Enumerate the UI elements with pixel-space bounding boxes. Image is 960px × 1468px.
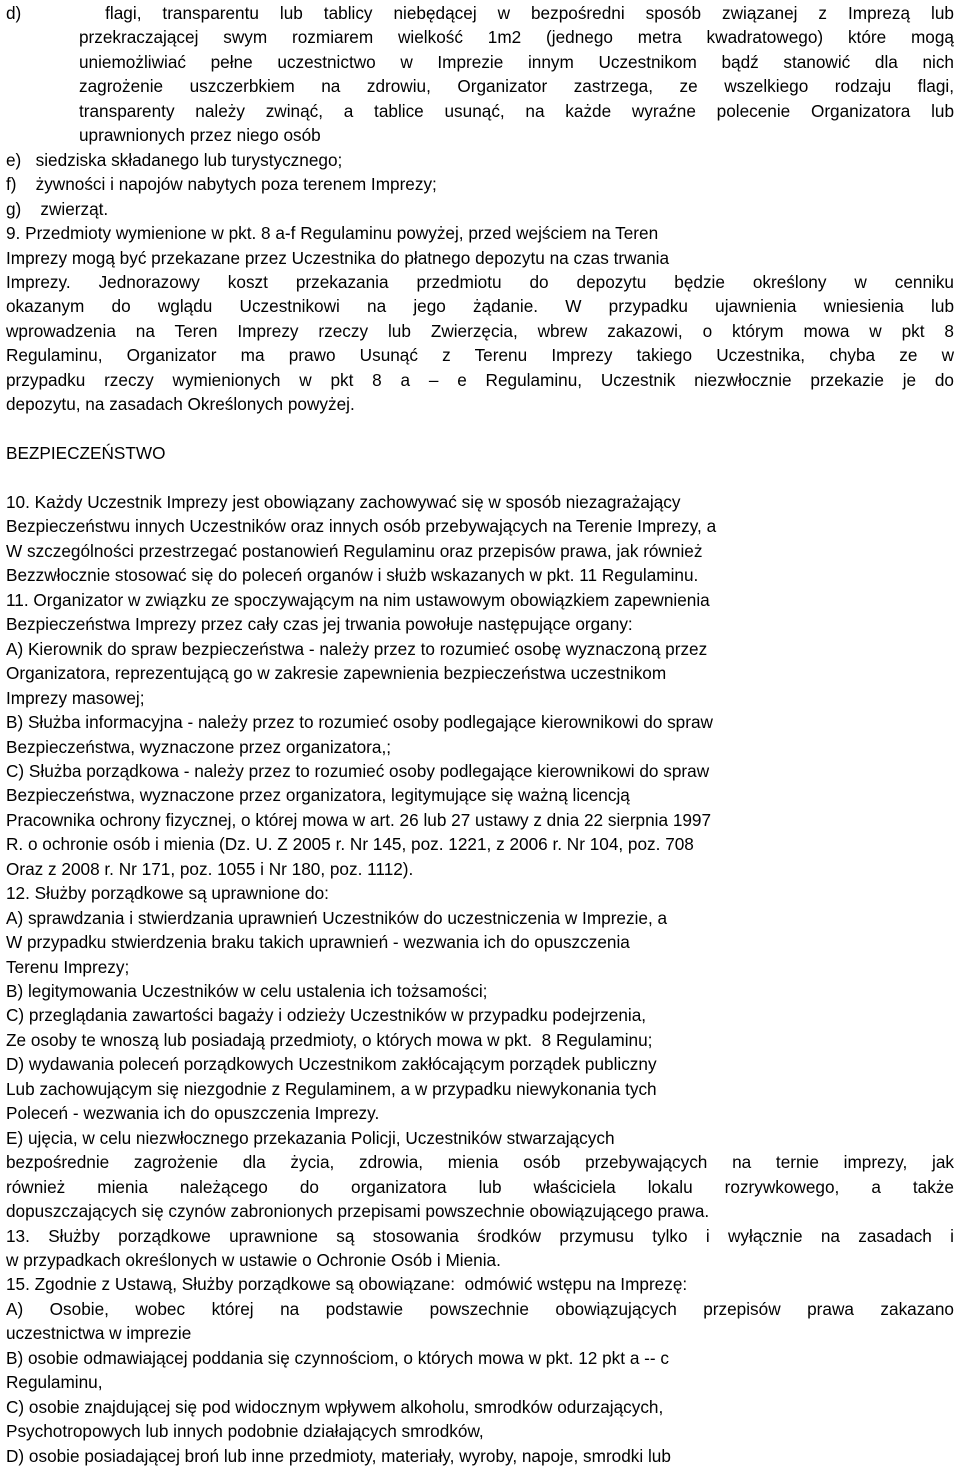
text-line: bezpośrednie zagrożenie dla życia, zdrowia, mienia osób przebywających na ternie imprezy, jak (6, 1152, 954, 1173)
text-line: wprowadzenia na Teren Imprezy rzeczy lub Zwierzęcia, wbrew zakazowi, o którym mowa w pkt 8 (6, 320, 954, 341)
text-line: Pracownika ochrony fizycznej, o której mowa w art. 26 lub 27 ustawy z dnia 22 sierpnia 1997 (6, 809, 712, 830)
text-line: 11. Organizator w związku ze spoczywającym na nim ustawowym obowiązkiem zapewnienia (6, 589, 710, 610)
text-line: uprawnionych przez niego osób (79, 125, 321, 146)
text-line: f) żywności i napojów nabytych poza terenem Imprezy; (6, 174, 437, 195)
text-line: Bezpieczeństwa, wyznaczone przez organizatora,; (6, 736, 392, 757)
text-line (6, 466, 954, 490)
text-line: 10. Każdy Uczestnik Imprezy jest obowiązany zachowywać się w sposób niezagrażający (6, 492, 681, 512)
text-line: Organizatora, reprezentującą go w zakresie zapewnienia bezpieczeństwa uczestnikom (6, 663, 667, 684)
text-line: Oraz z 2008 r. Nr 171, poz. 1055 i Nr 180, poz. 1112). (6, 858, 414, 879)
text-line: Bezpieczeństwu innych Uczestników oraz innych osób przebywających na Terenie Imprezy, a (6, 516, 717, 537)
text-line: Bezpieczeństwa Imprezy przez cały czas jej trwania powołuje następujące organy: (6, 614, 633, 635)
text-line: B) legitymowania Uczestników w celu ustalenia ich tożsamości; (6, 981, 488, 1001)
text-line: transparenty należy zwinąć, a tablice usunąć, na każde wyraźne polecenie Organizatora lub (79, 100, 954, 121)
text-line: e) siedziska składanego lub turystycznego; (6, 149, 343, 170)
text-line (6, 417, 954, 441)
text-line: R. o ochronie osób i mienia (Dz. U. Z 2005 r. Nr 145, poz. 1221, z 2006 r. Nr 104, poz. 708 (6, 834, 694, 855)
text-line: d) flagi, transparentu lub tablicy niebędącej w bezpośredni sposób związanej z Imprezą lub (6, 3, 954, 23)
text-line: w przypadkach określonych w ustawie o Ochronie Osób i Mienia. (6, 1249, 501, 1270)
text-line: C) osobie znajdującej się pod widocznym wpływem alkoholu, smrodków odurzających, (6, 1396, 664, 1417)
text-line: E) ujęcia, w celu niezwłocznego przekazania Policji, Uczestników stwarzających (6, 1127, 615, 1148)
text-line: Terenu Imprezy; (6, 956, 130, 977)
text-line: 12. Służby porządkowe są uprawnione do: (6, 883, 329, 904)
text-line: dopuszczających się czynów zabronionych przepisami powszechnie obowiązującego prawa. (6, 1201, 710, 1222)
text-line: B) Służba informacyjna - należy przez to rozumieć osoby podlegające kierownikowi do spraw (6, 712, 713, 733)
text-line: D) wydawania poleceń porządkowych Uczestnikom zakłócającym porządek publiczny (6, 1054, 657, 1075)
text-line: A) Osobie, wobec której na podstawie powszechnie obowiązujących przepisów prawa zakazano (6, 1298, 954, 1319)
text-line: Bezzwłocznie stosować się do poleceń organów i służb wskazanych w pkt. 11 Regulaminu. (6, 565, 699, 586)
section-heading: BEZPIECZEŃSTWO (6, 443, 166, 464)
text-line: zagrożenie uszczerbkiem na zdrowiu, Organizator zastrzega, ze wszelkiego rodzaju flagi, (79, 76, 954, 97)
text-line: A) sprawdzania i stwierdzania uprawnień Uczestników do uczestniczenia w Imprezie, a (6, 907, 668, 928)
text-line: również mienia należącego do organizatora lub właściciela lokalu rozrywkowego, a także (6, 1176, 954, 1197)
text-line: C) Służba porządkowa - należy przez to rozumieć osoby podlegające kierownikowi do spraw (6, 760, 710, 781)
text-line: przekraczającej swym rozmiarem wielkość 1m2 (jednego metra kwadratowego) które mogą (79, 27, 954, 48)
text-line: Poleceń - wezwania ich do opuszczenia Imprezy. (6, 1103, 380, 1124)
text-line: Lub zachowującym się niezgodnie z Regulaminem, a w przypadku niewykonania tych (6, 1078, 657, 1099)
text-line: C) przeglądania zawartości bagaży i odzieży Uczestników w przypadku podejrzenia, (6, 1005, 647, 1026)
text-line: B) osobie odmawiającej poddania się czynnościom, o których mowa w pkt. 12 pkt a -- c (6, 1347, 669, 1368)
text-line: Bezpieczeństwa, wyznaczone przez organizatora, legitymujące się ważną licencją (6, 785, 630, 806)
text-line: depozytu, na zasadach Określonych powyżej. (6, 394, 355, 415)
text-line: Imprezy. Jednorazowy koszt przekazania przedmiotu do depozytu będzie określony w cenniku (6, 271, 954, 292)
text-line: 9. Przedmioty wymienione w pkt. 8 a-f Regulaminu powyżej, przed wejściem na Teren (6, 223, 659, 244)
text-line: 15. Zgodnie z Ustawą, Służby porządkowe są obowiązane: odmówić wstępu na Imprezę: (6, 1274, 688, 1295)
text-line: przypadku rzeczy wymienionych w pkt 8 a – e Regulaminu, Uczestnik niezwłocznie przekazie je do (6, 369, 954, 390)
text-line: g) zwierząt. (6, 198, 109, 219)
text-line: D) osobie posiadającej broń lub inne przedmioty, materiały, wyroby, napoje, smrodki lub (6, 1445, 671, 1466)
text-line: Regulaminu, (6, 1372, 103, 1393)
text-line: 13. Służby porządkowe uprawnione są stosowania środków przymusu tylko i wyłącznie na zasadach i (6, 1225, 954, 1246)
text-line: Imprezy masowej; (6, 687, 145, 708)
text-line: Ze osoby te wnoszą lub posiadają przedmioty, o których mowa w pkt. 8 Regulaminu; (6, 1029, 653, 1050)
text-line: W szczególności przestrzegać postanowień Regulaminu oraz przepisów prawa, jak również (6, 540, 703, 561)
text-line: uniemożliwiać pełne uczestnictwo w Imprezie innym Uczestnikom bądź stanowić dla nich (79, 51, 954, 72)
text-line: Regulaminu, Organizator ma prawo Usunąć z Terenu Imprezy takiego Uczestnika, chyba ze w (6, 345, 954, 366)
text-line: uczestnictwa w imprezie (6, 1323, 192, 1344)
text-line: Imprezy mogą być przekazane przez Uczestnika do płatnego depozytu na czas trwania (6, 247, 670, 268)
text-line: Psychotropowych lub innych podobnie działających smrodków, (6, 1421, 484, 1442)
text-line: okazanym do wglądu Uczestnikowi na jego żądanie. W przypadku ujawnienia wniesienia lub (6, 296, 954, 317)
text-line: A) Kierownik do spraw bezpieczeństwa - należy przez to rozumieć osobę wyznaczoną przez (6, 638, 708, 659)
text-line: W przypadku stwierdzenia braku takich uprawnień - wezwania ich do opuszczenia (6, 932, 630, 953)
